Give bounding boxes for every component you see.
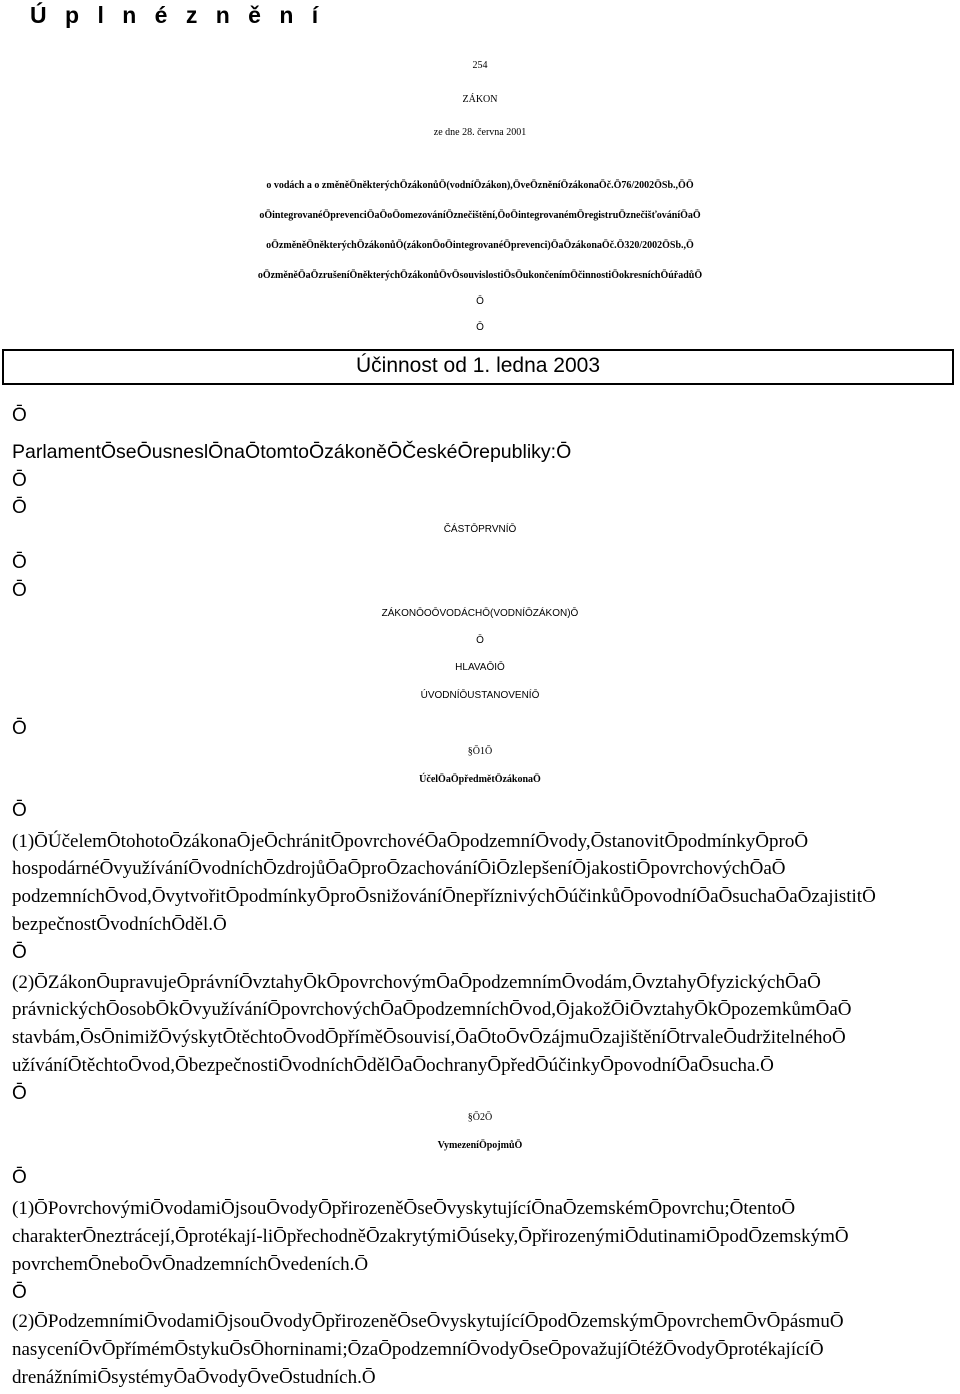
paragraph-line: (1)ŌPovrchovýmiŌvodamiŌjsouŌvodyŌpřirozeněŌseŌvyskytujícíŌnaŌzemskémŌpovrchu;ŌtentoŌ — [12, 1198, 796, 1219]
paragraph-line: bezpečnostŌvodníchŌděl.Ō — [12, 914, 227, 935]
paragraph-line: užíváníŌtěchtoŌvod,ŌbezpečnostiŌvodníchŌdělŌaŌochranyŌpředŌúčinkyŌpovodníŌaŌsucha.Ō — [12, 1055, 774, 1076]
paragraph-line: (1)ŌÚčelemŌtohotoŌzákonaŌjeŌchránitŌpovrchovéŌaŌpodzemníŌvody,ŌstanovitŌpodmínkyŌproŌ — [12, 831, 809, 852]
spacer-marker: Ō — [12, 552, 27, 573]
paragraph-line: stavbám,ŌsŌnimižŌvýskytŌtěchtoŌvodŌpříměŌsouvisí,ŌaŌtoŌvŌzájmuŌzajištěníŌtrvaleŌudržitelnéhoŌ — [12, 1027, 846, 1048]
spacer-marker: Ō — [12, 800, 27, 821]
part-heading: ČÁSTŌPRVNÍŌ — [443, 524, 517, 535]
law-date: ze dne 28. června 2001 — [433, 127, 527, 138]
spacer-marker: Ō — [12, 470, 27, 491]
spacer-marker: Ō — [12, 1083, 27, 1104]
section-title: VymezeníŌpojmůŌ — [437, 1140, 523, 1151]
paragraph-line: právnickýchŌosobŌkŌvyužíváníŌpovrchovýchŌaŌpodzemníchŌvod,ŌjakožŌiŌvztahyŌkŌpozemkůmŌaŌ — [12, 999, 852, 1020]
paragraph-line: nasyceníŌvŌpřímémŌstykuŌsŌhorninami;ŌzaŌpodzemníŌvodyŌseŌpovažujíŌtéžŌvodyŌprotékajícíŌ — [12, 1339, 824, 1360]
spacer-marker: Ō — [476, 322, 484, 333]
spacer-marker: Ō — [12, 580, 27, 601]
subtitle-line: oŌintegrovanéŌprevenciŌaŌoŌomezováníŌznečištění,ŌoŌintegrovanémŌregistruŌznečišťováníŌaŌ — [259, 210, 701, 221]
paragraph-line: (2)ŌZákonŌupravujeŌprávníŌvztahyŌkŌpovrchovýmŌaŌpodzemnímŌvodám,ŌvztahyŌfyzickýchŌaŌ — [12, 972, 821, 993]
spacer-marker: Ō — [12, 405, 27, 426]
paragraph-line: podzemníchŌvod,ŌvytvořitŌpodmínkyŌproŌsnižováníŌnepříznivýchŌúčinkůŌpovodníŌaŌsuchaŌaŌzajistitŌ — [12, 886, 876, 907]
paragraph-line: hospodárnéŌvyužíváníŌvodníchŌzdrojůŌaŌproŌzachováníŌiŌzlepšeníŌjakostiŌpovrchovýchŌaŌ — [12, 858, 786, 879]
preamble: ParlamentŌseŌusneslŌnaŌtomtoŌzákoněŌČeskéŌrepubliky:Ō — [12, 441, 572, 463]
spacer-marker: Ō — [12, 942, 27, 963]
paragraph-line: drenážnímiŌsystémyŌaŌvodyŌveŌstudních.Ō — [12, 1367, 376, 1388]
spacer-marker: Ō — [476, 296, 484, 307]
subtitle-line: oŌzměněŌaŌzrušeníŌněkterýchŌzákonůŌvŌsouvislostiŌsŌukončenímŌčinnostiŌokresníchŌúřadůŌ — [257, 270, 703, 281]
spacer-marker: Ō — [12, 718, 27, 739]
section-title: ÚčelŌaŌpředmětŌzákonaŌ — [419, 774, 541, 785]
paragraph-line: charakterŌneztrácejí,Ōprotékají-liŌpřechodněŌzakrytýmiŌúseky,ŌpřirozenýmiŌdutinamiŌpodŌzemskýmŌ — [12, 1226, 849, 1247]
chapter-heading: HLAVAŌIŌ — [455, 662, 505, 673]
document-title: Ú p l n é z n ě n í — [30, 2, 325, 28]
paragraph-line: (2)ŌPodzemnímiŌvodamiŌjsouŌvodyŌpřirozeněŌseŌvyskytujícíŌpodŌzemskýmŌpovrchemŌvŌpásmuŌ — [12, 1311, 844, 1332]
spacer-marker: Ō — [12, 497, 27, 518]
law-number: 254 — [472, 60, 488, 71]
spacer-marker: Ō — [476, 635, 484, 646]
spacer-marker: Ō — [12, 1167, 27, 1188]
section-number: §Ō2Ō — [467, 1112, 493, 1123]
paragraph-line: povrchemŌneboŌvŌnadzemníchŌvedeních.Ō — [12, 1254, 369, 1275]
effective-date: Účinnost od 1. ledna 2003 — [355, 354, 600, 377]
subtitle-line: oŌzměněŌněkterýchŌzákonůŌ(zákonŌoŌintegrovanéŌprevenci)ŌaŌzákonaŌč.Ō320/2002ŌSb.,Ō — [266, 240, 694, 251]
section-number: §Ō1Ō — [467, 746, 493, 757]
law-title: ZÁKONŌOŌVODÁCHŌ(VODNÍŌZÁKON)Ō — [381, 608, 579, 619]
subtitle-line: o vodách a o změněŌněkterýchŌzákonůŌ(vodníŌzákon),ŌveŌzněníŌzákonaŌč.Ō76/2002ŌSb.,ŌŌ — [266, 180, 694, 191]
spacer-marker: Ō — [12, 1282, 27, 1303]
law-type: ZÁKON — [462, 94, 498, 105]
chapter-title: ÚVODNÍŌUSTANOVENÍŌ — [420, 690, 540, 701]
effective-date-box — [2, 349, 954, 385]
